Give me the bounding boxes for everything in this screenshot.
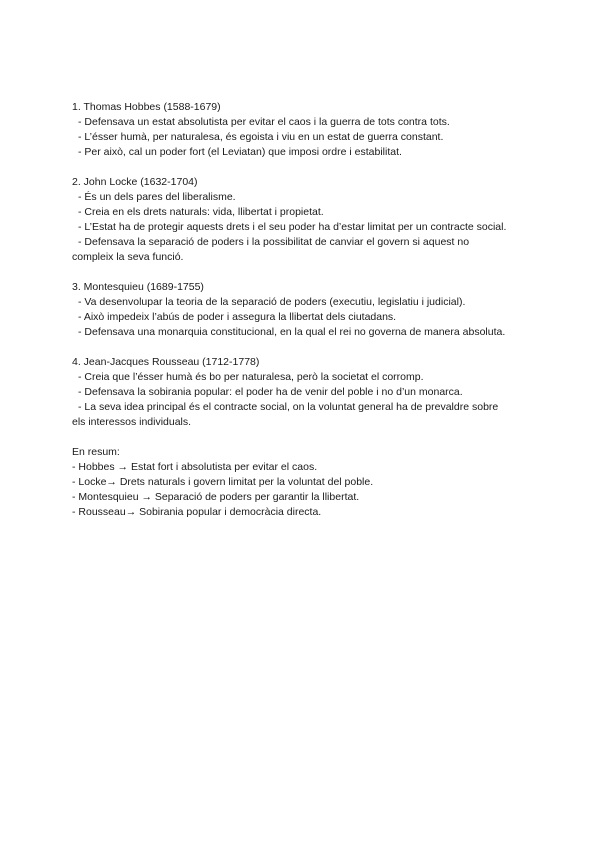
- bullet-item: - Per això, cal un poder fort (el Leviatan) que imposi ordre i estabilitat.: [78, 146, 402, 158]
- section-heading: 2. John Locke (1632-1704): [72, 176, 198, 188]
- bullet-item: - Creia en els drets naturals: vida, llibertat i propietat.: [78, 206, 324, 218]
- bullet-item: - La seva idea principal és el contracte social, on la voluntat general ha de prevaldre sobre els interessos individuals.: [72, 401, 499, 428]
- section-montesquieu: [72, 280, 512, 340]
- summary-line: - Locke→ Drets naturals i govern limitat per la voluntat del poble.: [72, 476, 374, 488]
- section-heading: 1. Thomas Hobbes (1588-1679): [72, 101, 221, 113]
- bullet-item: - Defensava una monarquia constitucional, en la qual el rei no governa de manera absoluta.: [78, 326, 506, 338]
- bullet-item: - Va desenvolupar la teoria de la separació de poders (executiu, legislatiu i judicial).: [78, 296, 466, 308]
- section-locke: [72, 175, 512, 265]
- bullet-item: - L’ésser humà, per naturalesa, és egoista i viu en un estat de guerra constant.: [78, 131, 444, 143]
- summary-title: En resum:: [72, 446, 120, 458]
- bullet-item: - Això impedeix l’abús de poder i assegura la llibertat dels ciutadans.: [78, 311, 397, 323]
- section-heading: 3. Montesquieu (1689-1755): [72, 281, 204, 293]
- section-hobbes: [72, 100, 512, 160]
- section-heading: 4. Jean-Jacques Rousseau (1712-1778): [72, 356, 260, 368]
- section-rousseau: [72, 355, 512, 430]
- bullet-item: - Defensava la separació de poders i la possibilitat de canviar el govern si aquest no compleix la seva funció.: [72, 236, 470, 263]
- summary-section: [72, 445, 512, 520]
- summary-line: - Rousseau→ Sobirania popular i democràcia directa.: [72, 506, 322, 518]
- bullet-item: - L’Estat ha de protegir aquests drets i el seu poder ha d’estar limitat per un contracte social.: [78, 221, 507, 233]
- bullet-item: - És un dels pares del liberalisme.: [78, 191, 236, 203]
- bullet-item: - Creia que l’ésser humà és bo per naturalesa, però la societat el corromp.: [78, 371, 424, 383]
- summary-line: - Montesquieu → Separació de poders per garantir la llibertat.: [72, 491, 360, 503]
- summary-line: - Hobbes → Estat fort i absolutista per evitar el caos.: [72, 461, 318, 473]
- bullet-item: - Defensava la sobirania popular: el poder ha de venir del poble i no d’un monarca.: [78, 386, 463, 398]
- bullet-item: - Defensava un estat absolutista per evitar el caos i la guerra de tots contra tots.: [78, 116, 450, 128]
- document-page: [72, 100, 512, 535]
